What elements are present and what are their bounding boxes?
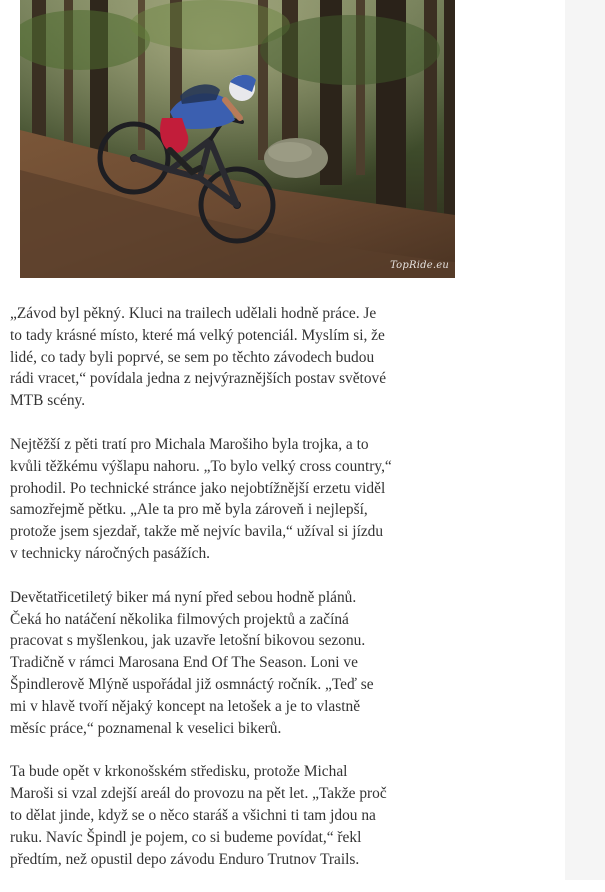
line: to dělat jinde, když se o něco staráš a všichni ti tam jdou na <box>10 806 376 824</box>
line: Špindlerově Mlýně uspořádal již osmnáctý ročník. „Teď se <box>10 675 374 693</box>
line: Tradičně v rámci Marosana End Of The Season. Loni ve <box>10 654 358 672</box>
line: mi v hlavě tvoří nějaký koncept na letošek a je to vlastně <box>10 697 361 715</box>
line: MTB scény. <box>10 392 86 410</box>
line: prohodil. Po technické stránce jako nejobtížnější erzetu viděl <box>10 479 386 497</box>
paragraph-4 <box>10 761 450 870</box>
line: rádi vracet,“ povídala jedna z nejvýraznějších postav světové <box>10 370 387 388</box>
line: Ta bude opět v krkonošském středisku, protože Michal <box>10 763 348 781</box>
article-body <box>10 303 450 892</box>
line: ruku. Navíc Špindl je pojem, co si budeme povídat,“ řekl <box>10 828 362 846</box>
line: kvůli těžkému výšlapu nahoru. „To bylo velký cross country,“ <box>10 457 392 475</box>
paragraph-2 <box>10 434 450 565</box>
paragraph-3 <box>10 587 450 740</box>
line: Čeká ho natáčení několika filmových projektů a začíná <box>10 610 349 628</box>
photo-watermark: TopRide.eu <box>390 260 449 271</box>
mountain-biker-photo <box>20 0 455 278</box>
line: v technicky náročných pasážích. <box>10 544 210 562</box>
line: „Závod byl pěkný. Kluci na trailech udělali hodně práce. Je <box>10 305 377 322</box>
page-background-strip <box>565 0 605 880</box>
line: Nejtěžší z pěti tratí pro Michala Marošiho byla trojka, a to <box>10 435 369 453</box>
line: měsíc práce,“ poznamenal k veselici bikerů. <box>10 719 282 737</box>
line: pracovat s myšlenkou, jak uzavře letošní bikovou sezonu. <box>10 632 366 650</box>
line: to tady krásné místo, které má velký potenciál. Myslím si, že <box>10 326 385 344</box>
paragraph-1 <box>10 303 450 412</box>
line: Maroši si vzal zdejší areál do provozu na pět let. „Takže proč <box>10 785 387 803</box>
line: samozřejmě pětku. „Ale ta pro mě byla zároveň i nejlepší, <box>10 501 368 519</box>
line: protože jsem sjezdař, takže mě nejvíc bavila,“ užíval si jízdu <box>10 523 384 541</box>
line: předtím, než opustil depo závodu Enduro Trutnov Trails. <box>10 850 360 868</box>
line: lidé, co tady byli poprvé, se sem po těchto závodech budou <box>10 348 375 366</box>
line: Devětatřicetiletý biker má nyní před sebou hodně plánů. <box>10 588 357 606</box>
article-photo[interactable] <box>20 0 455 278</box>
